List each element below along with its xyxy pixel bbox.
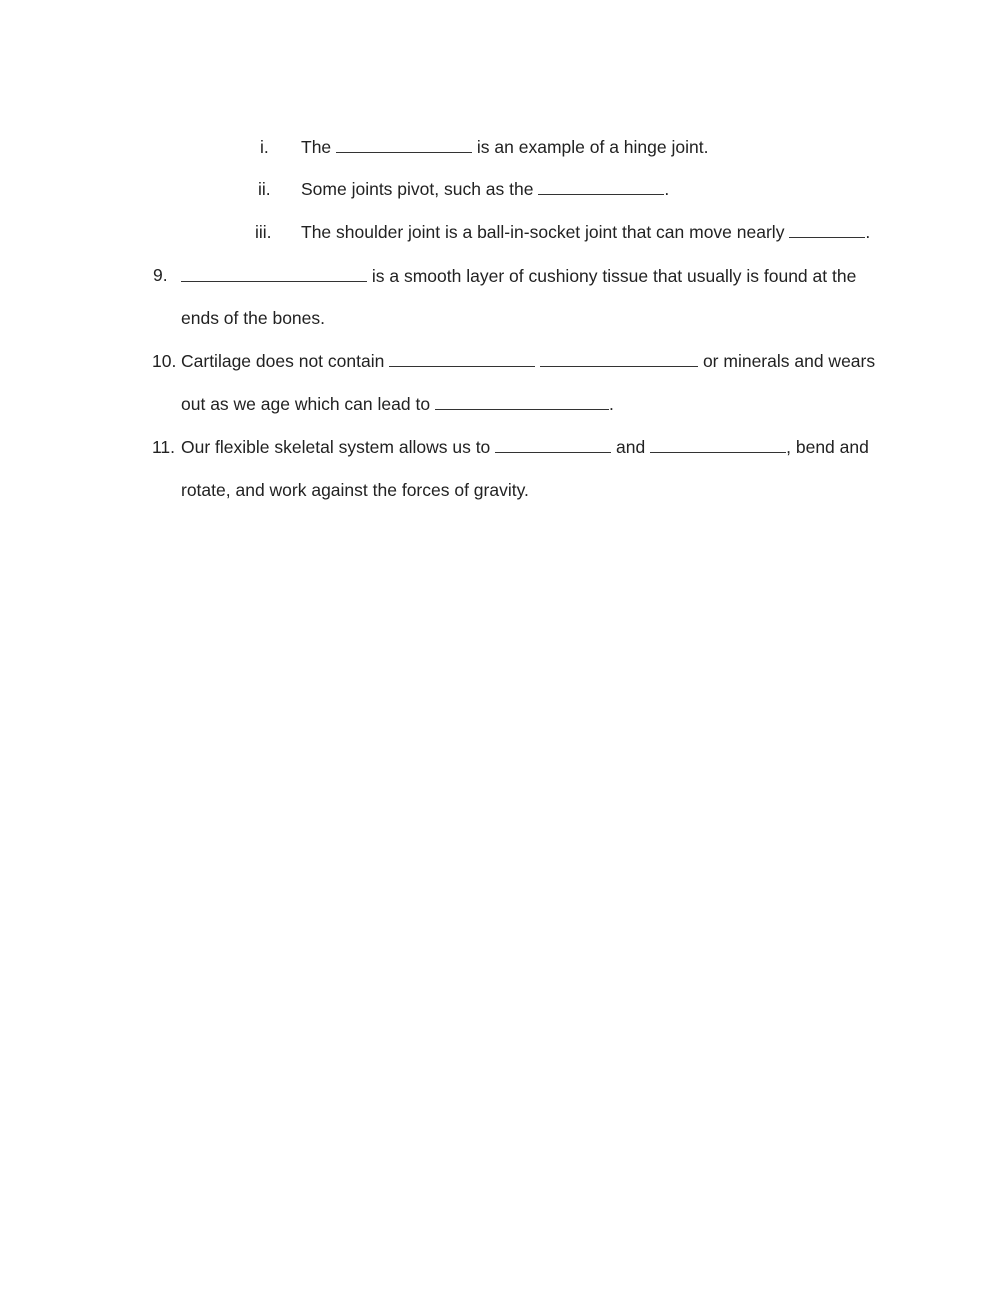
answer-blank[interactable] <box>389 351 535 367</box>
sub-item-marker: ii. <box>258 179 271 199</box>
question-9-line-2 <box>181 307 325 329</box>
sub-item-text: The shoulder joint is a ball-in-socket joint that can move nearly <box>301 222 785 242</box>
sub-item-iii-text <box>301 221 870 243</box>
question-text: or minerals and wears <box>702 351 876 371</box>
question-text: out as we age which can lead to <box>181 394 431 414</box>
sub-item-ii <box>258 178 271 200</box>
sub-item-text: The <box>301 137 332 157</box>
question-11-line-2 <box>181 479 529 501</box>
sub-item-text: . <box>865 222 871 242</box>
answer-blank[interactable] <box>435 394 609 410</box>
question-number: 10. <box>152 351 177 371</box>
answer-blank[interactable] <box>540 351 698 367</box>
sub-item-iii <box>255 221 272 243</box>
question-text: Cartilage does not contain <box>181 351 385 371</box>
sub-item-marker: i. <box>260 137 269 157</box>
question-9-line-1 <box>181 265 856 287</box>
sub-item-i-text <box>301 136 708 158</box>
answer-blank[interactable] <box>538 179 664 195</box>
question-text: rotate, and work against the forces of gravity. <box>181 480 529 500</box>
question-text: is a smooth layer of cushiony tissue that usually is found at the <box>371 266 857 286</box>
sub-item-marker: iii. <box>255 222 272 242</box>
sub-item-text: Some joints pivot, such as the <box>301 179 534 199</box>
answer-blank[interactable] <box>336 137 472 153</box>
question-number: 9. <box>153 265 168 285</box>
question-text: Our flexible skeletal system allows us to <box>181 437 491 457</box>
sub-item-i <box>260 136 269 158</box>
sub-item-text: is an example of a hinge joint. <box>476 137 709 157</box>
question-number: 11. <box>152 437 176 457</box>
sub-item-text: . <box>664 179 670 199</box>
answer-blank[interactable] <box>495 437 611 453</box>
answer-blank[interactable] <box>181 266 367 282</box>
question-text: . <box>608 394 614 414</box>
question-10-line-2 <box>181 393 614 415</box>
question-10-line-1 <box>181 350 875 372</box>
question-text: , bend and <box>786 437 869 457</box>
sub-item-ii-text <box>301 178 669 200</box>
answer-blank[interactable] <box>789 222 865 238</box>
answer-blank[interactable] <box>650 437 786 453</box>
question-text: and <box>616 437 646 457</box>
question-11-line-1 <box>181 436 869 458</box>
question-text: ends of the bones. <box>181 308 325 328</box>
